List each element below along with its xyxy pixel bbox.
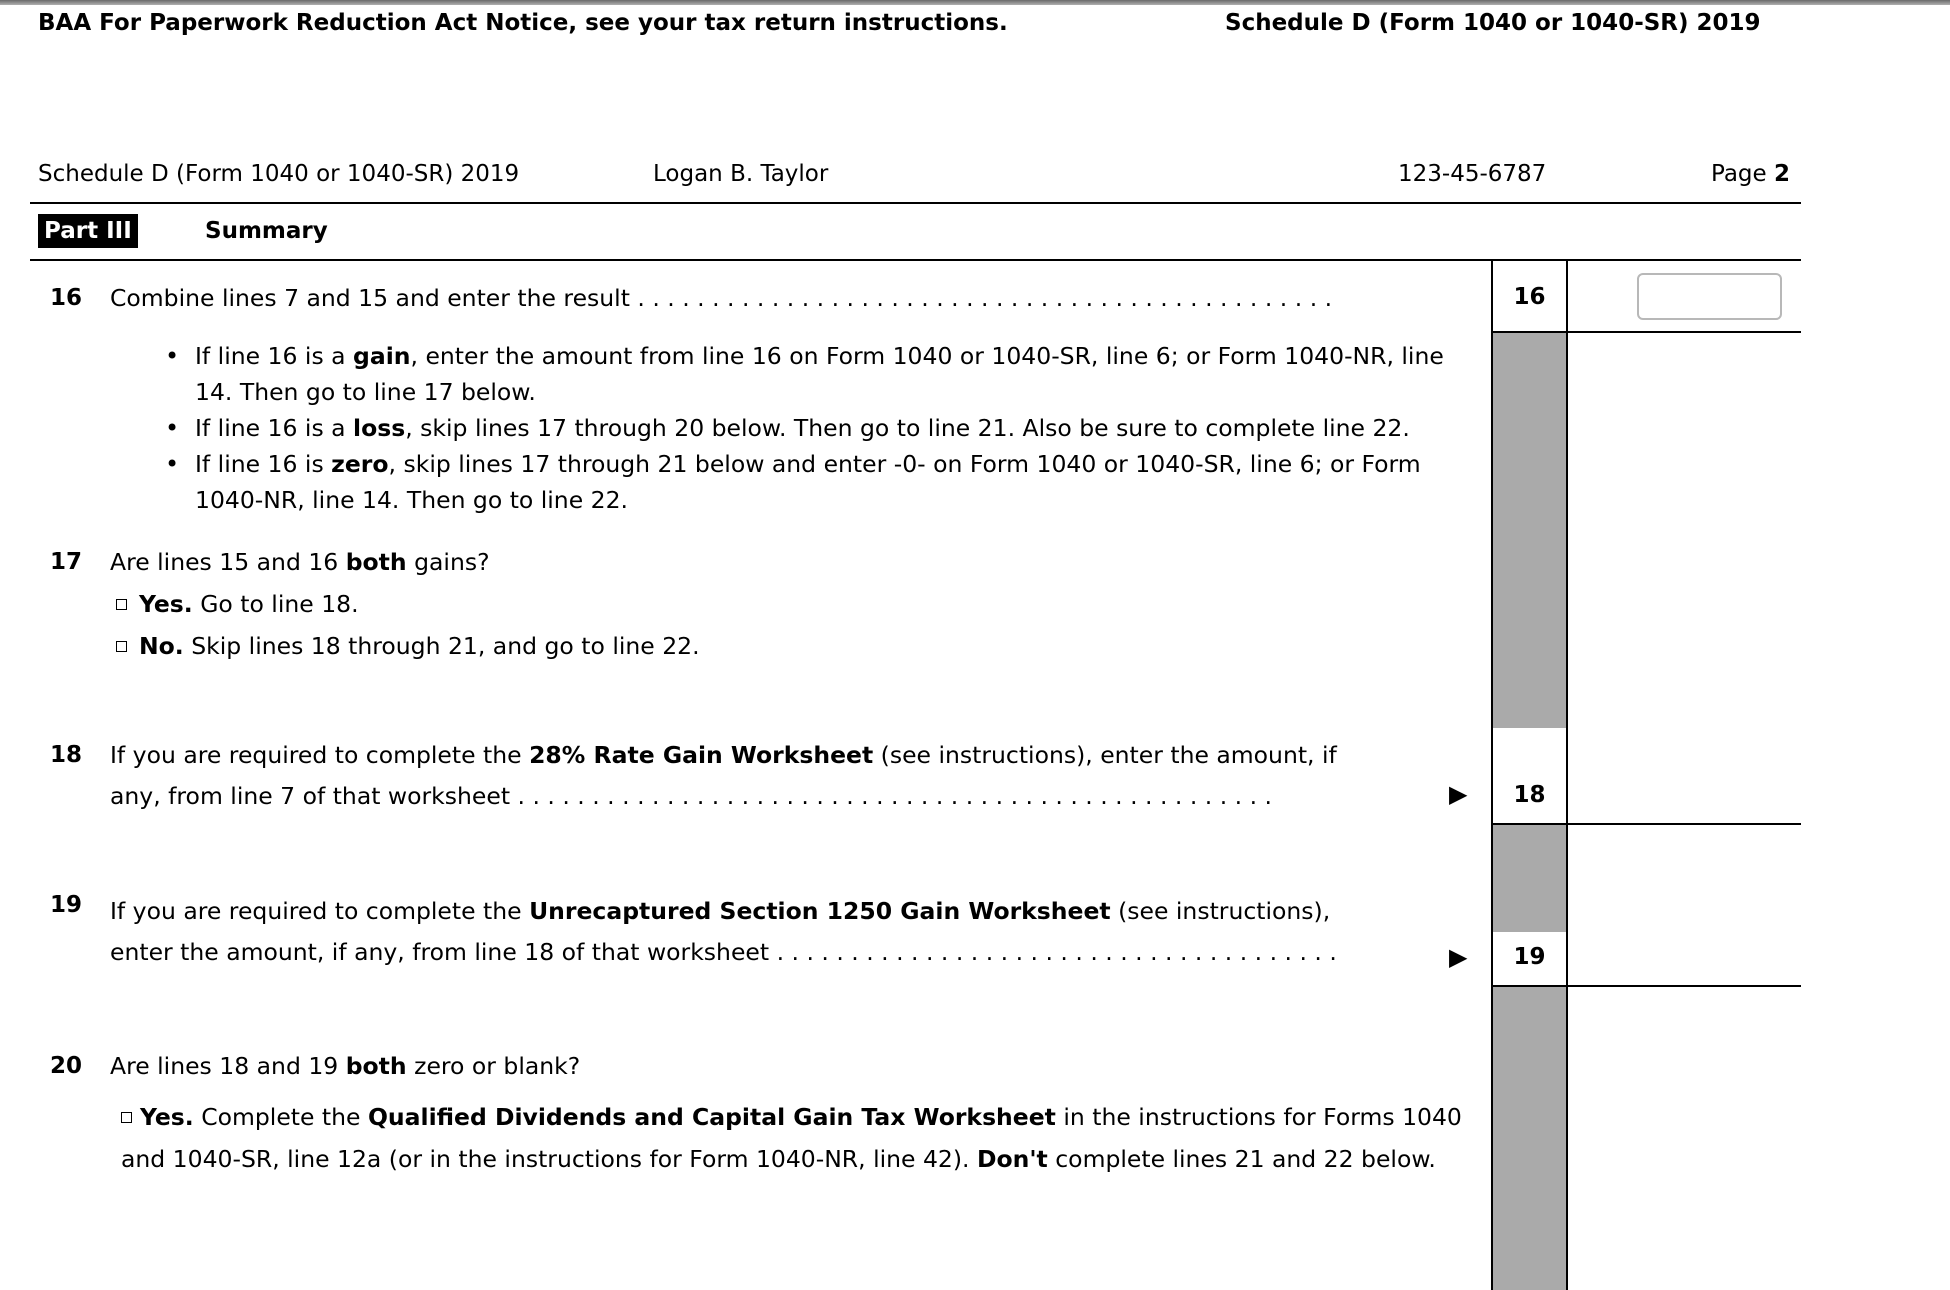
bullet-loss-post: , skip lines 17 through 20 below. Then go to line 21. Also be sure to complete line 22. bbox=[405, 414, 1410, 442]
bullet-zero-bold: zero bbox=[331, 450, 389, 478]
line-17-text bbox=[110, 544, 490, 580]
line-16-number: 16 bbox=[50, 285, 83, 311]
taxpayer-ssn: 123-45-6787 bbox=[1398, 161, 1547, 187]
bullet-zero-post: , skip lines 17 through 21 below and enter -0- on Form 1040 or 1040-SR, line 6; or Form 1040-NR, line 14. Then go to line 22. bbox=[195, 450, 1421, 514]
line-20-yes-label: Yes. bbox=[140, 1103, 194, 1131]
page-number bbox=[1711, 161, 1790, 187]
line-19-text-pre: If you are required to complete the bbox=[110, 897, 530, 925]
line-18-text-post: (see instructions), enter the amount, if bbox=[873, 741, 1337, 769]
line-16-text bbox=[110, 280, 1480, 316]
part-rule bbox=[30, 259, 1801, 261]
shaded-cell-18-19 bbox=[1493, 825, 1566, 932]
baa-notice: BAA For Paperwork Reduction Act Notice, see your tax return instructions. bbox=[38, 10, 1008, 36]
taxpayer-name: Logan B. Taylor bbox=[653, 161, 829, 187]
line-20-yes-text3: complete lines 21 and 22 below. bbox=[1047, 1145, 1436, 1173]
line-20-yes-checkbox[interactable] bbox=[121, 1112, 132, 1123]
line-20-text bbox=[110, 1048, 580, 1084]
line-17-number: 17 bbox=[50, 549, 83, 575]
line-16-amount-input[interactable] bbox=[1637, 273, 1782, 320]
line-17-no-checkbox[interactable] bbox=[116, 641, 127, 652]
line-17-no-option[interactable] bbox=[116, 628, 700, 664]
line-18-text-line2-label: any, from line 7 of that worksheet bbox=[110, 782, 511, 810]
page-number-value: 2 bbox=[1774, 161, 1791, 187]
page1-form-title: Schedule D (Form 1040 or 1040-SR) 2019 bbox=[1225, 10, 1761, 36]
page2-form-name: Schedule D (Form 1040 or 1040-SR) 2019 bbox=[38, 161, 520, 187]
line-18-number: 18 bbox=[50, 742, 83, 768]
line-19-number: 19 bbox=[50, 892, 83, 918]
line-17-text-bold: both bbox=[345, 548, 407, 576]
page-prefix: Page bbox=[1711, 161, 1767, 187]
line-20-text-pre: Are lines 18 and 19 bbox=[110, 1052, 346, 1080]
line-16-bullets bbox=[165, 338, 1485, 518]
line-20-yes-text2: in the instructions for Forms 1040 and 1040-SR, line 12a (or in the instructions for Form 1040-NR, line 42). bbox=[121, 1103, 1462, 1173]
line-17-yes-label: Yes. bbox=[139, 590, 193, 618]
line-16-dots: . . . . . . . . . . . . . . . . . . . . . . . . . . . . . . . . . . . . . . . . . . . . . . . bbox=[637, 284, 1333, 312]
line-18-arrow-icon: ▶ bbox=[1449, 780, 1468, 808]
shaded-cell-16-17 bbox=[1493, 333, 1566, 728]
line-16-box-label: 16 bbox=[1513, 284, 1546, 310]
bullet-zero-pre: If line 16 is bbox=[195, 450, 332, 478]
line-20-yes-option[interactable] bbox=[121, 1096, 1476, 1180]
line-17-text-post: gains? bbox=[406, 548, 490, 576]
line-20-text-post: zero or blank? bbox=[406, 1052, 581, 1080]
row16-rule bbox=[1491, 331, 1801, 333]
line-20-text-bold: both bbox=[345, 1052, 407, 1080]
line-17-yes-option[interactable] bbox=[116, 586, 359, 622]
bullet-gain bbox=[165, 338, 1485, 410]
line-19-text-post: (see instructions), bbox=[1110, 897, 1331, 925]
line-19-text-line2-label: enter the amount, if any, from line 18 of that worksheet bbox=[110, 938, 770, 966]
shaded-cell-20 bbox=[1493, 987, 1566, 1290]
bullet-loss-bold: loss bbox=[353, 414, 406, 442]
line-16-instructions bbox=[165, 338, 1485, 518]
line-19-arrow-icon: ▶ bbox=[1449, 943, 1468, 971]
line-19-text-line2 bbox=[110, 934, 1415, 970]
row19-rule bbox=[1491, 985, 1801, 987]
line-18-text bbox=[110, 737, 1337, 773]
line-20-yes-text1: Complete the bbox=[193, 1103, 368, 1131]
line-19-text bbox=[110, 893, 1330, 929]
line-18-dots: . . . . . . . . . . . . . . . . . . . . . . . . . . . . . . . . . . . . . . . . . . . . . . . . . . . bbox=[517, 782, 1273, 810]
line-20-number: 20 bbox=[50, 1053, 83, 1079]
line-17-no-label: No. bbox=[139, 632, 184, 660]
bullet-gain-post: , enter the amount from line 16 on Form 1040 or 1040-SR, line 6; or Form 1040-NR, line 14. Then go to line 17 below. bbox=[195, 342, 1444, 406]
line-17-text-pre: Are lines 15 and 16 bbox=[110, 548, 346, 576]
line-18-text-pre: If you are required to complete the bbox=[110, 741, 530, 769]
row18-rule bbox=[1491, 823, 1801, 825]
part-title: Summary bbox=[205, 218, 328, 244]
line-17-no-text: Skip lines 18 through 21, and go to line 22. bbox=[183, 632, 700, 660]
bullet-zero bbox=[165, 446, 1485, 518]
part-label: Part III bbox=[38, 214, 138, 248]
line-18-box-label: 18 bbox=[1513, 782, 1546, 808]
line-17-yes-checkbox[interactable] bbox=[116, 599, 127, 610]
column-divider-right bbox=[1566, 259, 1568, 1290]
line-18-text-line2 bbox=[110, 778, 1405, 814]
bullet-loss-pre: If line 16 is a bbox=[195, 414, 354, 442]
line-19-box-label: 19 bbox=[1513, 944, 1546, 970]
line-19-dots: . . . . . . . . . . . . . . . . . . . . . . . . . . . . . . . . . . . . . . bbox=[776, 938, 1337, 966]
bullet-loss bbox=[165, 410, 1485, 446]
bullet-gain-pre: If line 16 is a bbox=[195, 342, 354, 370]
line-20-yes-bold2: Don't bbox=[976, 1145, 1048, 1173]
line-19-text-bold: Unrecaptured Section 1250 Gain Worksheet bbox=[529, 897, 1111, 925]
header-rule bbox=[30, 202, 1801, 204]
window-top-edge bbox=[0, 0, 1950, 5]
line-20-yes-bold: Qualified Dividends and Capital Gain Tax Worksheet bbox=[367, 1103, 1056, 1131]
line-18-text-bold: 28% Rate Gain Worksheet bbox=[529, 741, 874, 769]
line-17-yes-text: Go to line 18. bbox=[192, 590, 359, 618]
bullet-gain-bold: gain bbox=[353, 342, 411, 370]
line-16-label: Combine lines 7 and 15 and enter the result bbox=[110, 284, 630, 312]
